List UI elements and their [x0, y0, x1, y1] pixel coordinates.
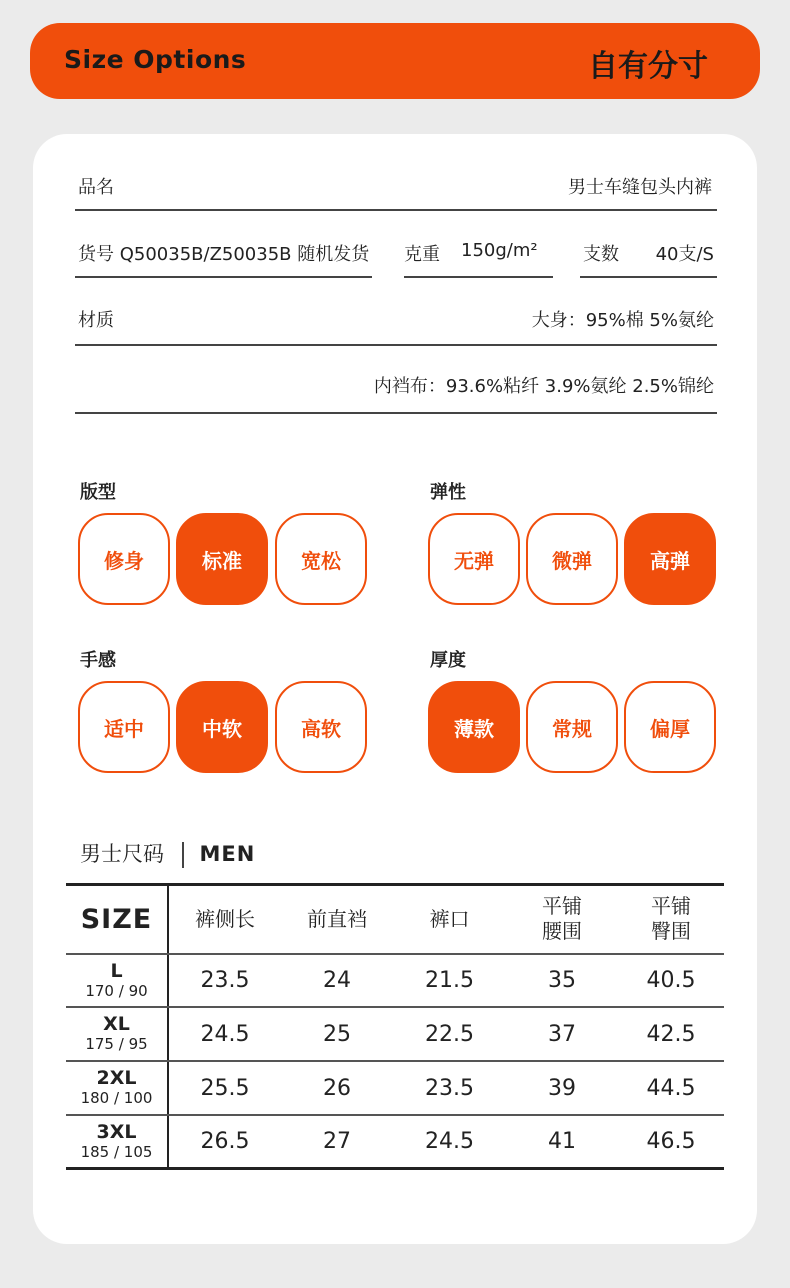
table-row-size — [66, 1116, 167, 1167]
table-row-size — [66, 955, 167, 1006]
fit-option-standard: 标准 — [176, 513, 268, 605]
feel-option-high-soft: 高软 — [275, 681, 367, 773]
title-separator — [182, 842, 184, 868]
divider — [75, 344, 717, 346]
header-title-cn: 自有分寸 — [588, 49, 708, 84]
table-header-size: SIZE — [80, 903, 153, 935]
table-cell: 41 — [548, 1129, 576, 1154]
thickness-option-thin: 薄款 — [428, 681, 520, 773]
fit-option-loose: 宽松 — [275, 513, 367, 605]
table-cell: 26 — [323, 1075, 351, 1101]
weight-label: 克重 — [404, 244, 440, 265]
table-header: 裤口 — [429, 906, 470, 931]
divider — [75, 412, 717, 414]
weight-value: 150g/m² — [461, 240, 538, 261]
table-header: 前直裆 — [307, 906, 367, 931]
header-banner — [30, 23, 760, 99]
table-cell: 46.5 — [646, 1129, 696, 1154]
size-label: 2XL — [96, 1067, 137, 1089]
elasticity-option-high: 高弹 — [624, 513, 716, 605]
fit-title: 版型 — [80, 482, 116, 503]
feel-title: 手感 — [80, 650, 116, 671]
feel-option-moderate: 适中 — [78, 681, 170, 773]
table-cell: 27 — [323, 1129, 351, 1154]
size-spec: 175 / 95 — [85, 1035, 148, 1053]
header-title-en: Size Options — [64, 45, 247, 74]
table-cell: 44.5 — [646, 1075, 696, 1101]
material-body: 大身：95%棉 5%氨纶 — [531, 310, 714, 331]
count-value: 40支/S — [655, 244, 714, 265]
table-cell: 26.5 — [200, 1129, 250, 1154]
divider — [75, 276, 372, 278]
table-cell: 42.5 — [646, 1021, 696, 1047]
size-title-cn: 男士尺码 — [80, 842, 164, 866]
divider — [75, 209, 717, 211]
table-header: 平铺 臀围 — [651, 894, 691, 943]
table-cell: 25.5 — [200, 1075, 250, 1101]
elasticity-option-slight: 微弹 — [526, 513, 618, 605]
thickness-option-regular: 常规 — [526, 681, 618, 773]
thickness-title: 厚度 — [430, 650, 466, 671]
table-cell: 39 — [548, 1075, 576, 1101]
size-spec: 185 / 105 — [80, 1142, 153, 1161]
divider — [580, 276, 717, 278]
size-spec: 180 / 100 — [80, 1089, 153, 1107]
table-cell: 23.5 — [425, 1075, 474, 1101]
size-spec: 170 / 90 — [85, 981, 148, 1000]
elasticity-title: 弹性 — [430, 482, 466, 503]
table-cell: 21.5 — [425, 968, 474, 993]
sku-text: 货号 Q50035B/Z50035B 随机发货 — [78, 244, 370, 265]
feel-option-medium-soft: 中软 — [176, 681, 268, 773]
table-cell: 35 — [548, 968, 576, 993]
size-title-en: MEN — [199, 842, 256, 866]
material-crotch: 内裆布：93.6%粘纤 3.9%氨纶 2.5%锦纶 — [373, 376, 714, 397]
table-cell: 22.5 — [425, 1021, 474, 1047]
table-cell: 24 — [323, 968, 351, 993]
table-cell: 40.5 — [646, 968, 696, 993]
table-cell: 23.5 — [200, 968, 250, 993]
table-row-size — [66, 1008, 167, 1060]
table-cell: 37 — [548, 1021, 576, 1047]
table-header: 裤侧长 — [195, 906, 255, 931]
divider — [404, 276, 553, 278]
name-label: 品名 — [78, 177, 114, 198]
table-cell: 24.5 — [425, 1129, 474, 1154]
table-bottom-rule — [66, 1167, 724, 1170]
table-cell: 24.5 — [200, 1021, 250, 1047]
count-label: 支数 — [583, 244, 619, 265]
thickness-option-thick: 偏厚 — [624, 681, 716, 773]
size-section-title — [80, 838, 255, 868]
fit-option-slim: 修身 — [78, 513, 170, 605]
elasticity-option-none: 无弹 — [428, 513, 520, 605]
table-row-size — [66, 1062, 167, 1114]
size-label: XL — [103, 1013, 130, 1035]
table-cell: 25 — [323, 1021, 351, 1047]
table-header: 平铺 腰围 — [542, 894, 582, 943]
size-label: L — [110, 959, 123, 982]
material-label: 材质 — [78, 310, 114, 331]
name-value: 男士车缝包头内裤 — [568, 177, 712, 198]
size-label: 3XL — [96, 1120, 137, 1143]
